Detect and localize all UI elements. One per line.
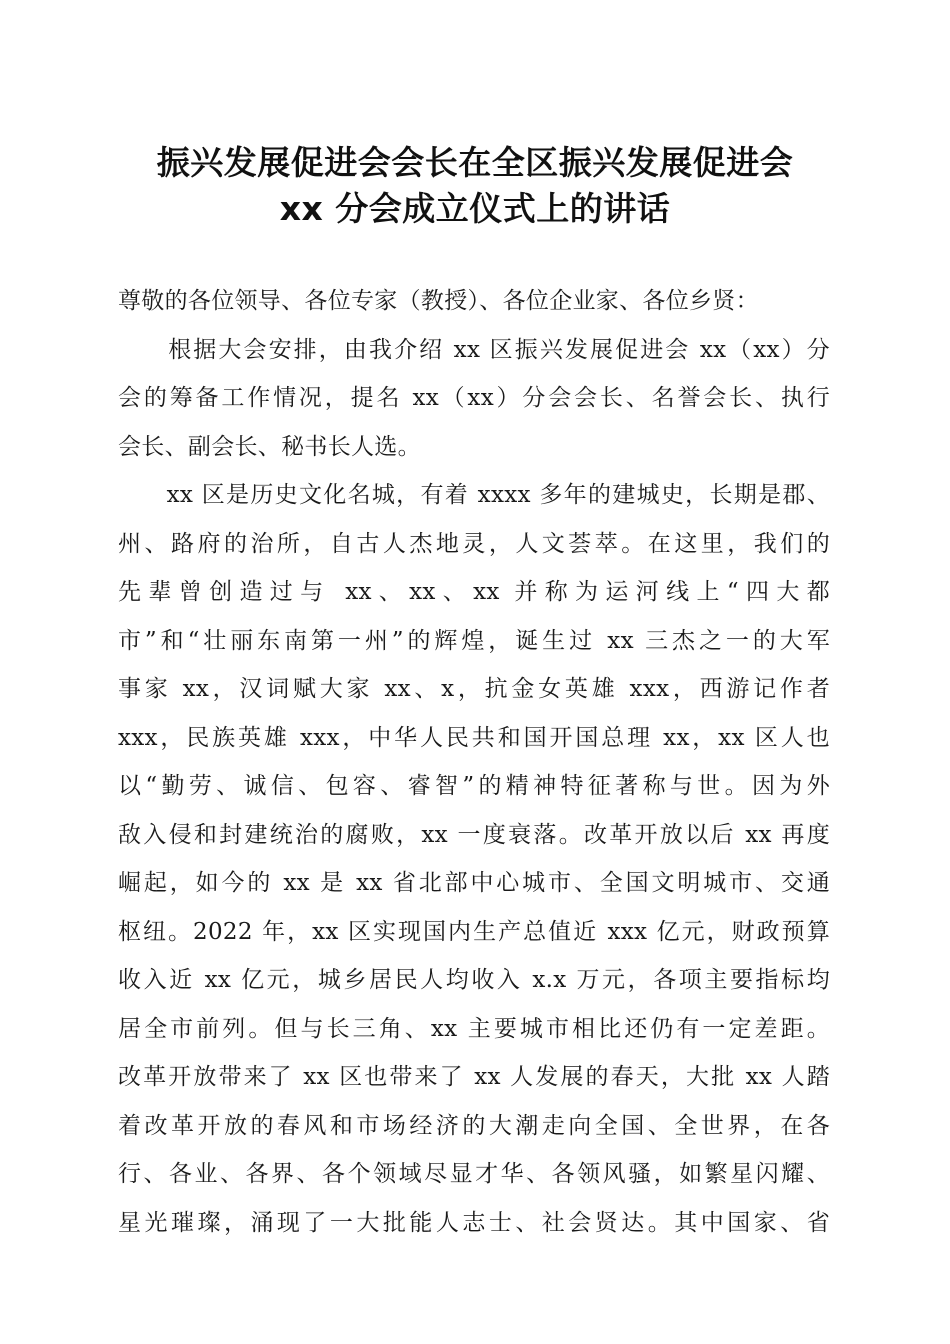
body-line: 居全市前列。但与长三角、xx 主要城市相比还仍有一定差距。 xyxy=(118,1015,830,1042)
title-line-2: xx 分会成立仪式上的讲话 xyxy=(279,189,671,228)
document-body xyxy=(118,277,830,1247)
body-line: 事家 xx，汉词赋大家 xx、x，抗金女英雄 xxx，西游记作者 xyxy=(118,676,830,702)
body-line: xx 区是历史文化名城，有着 xxxx 多年的建城史，长期是郡、 xyxy=(118,482,830,508)
body-line: 敌入侵和封建统治的腐败，xx 一度衰落。改革开放以后 xx 再度 xyxy=(118,821,830,848)
body-line: 星光璀璨，涌现了一大批能人志士、社会贤达。其中国家、省 xyxy=(118,1209,830,1236)
body-line: 枢纽。2022 年，xx 区实现国内生产总值近 xxx 亿元，财政预算 xyxy=(118,918,830,945)
body-line: xxx，民族英雄 xxx，中华人民共和国开国总理 xx，xx 区人也 xyxy=(118,724,830,751)
body-line: 先辈曾创造过与 xx、xx、xx 并称为运河线上“四大都 xyxy=(118,579,830,605)
body-line: 会长、副会长、秘书长人选。 xyxy=(118,433,421,460)
body-line: 州、路府的治所，自古人杰地灵，人文荟萃。在这里，我们的 xyxy=(118,530,830,557)
body-line: 市”和“壮丽东南第一州”的辉煌，诞生过 xx 三杰之一的大军 xyxy=(118,627,830,654)
body-line: 改革开放带来了 xx 区也带来了 xx 人发展的春天，大批 xx 人踏 xyxy=(118,1064,830,1090)
body-line: 着改革开放的春风和市场经济的大潮走向全国、全世界，在各 xyxy=(118,1112,830,1139)
document-title xyxy=(100,140,850,232)
body-line: 会的筹备工作情况，提名 xx（xx）分会会长、名誉会长、执行 xyxy=(118,385,830,411)
body-line: 根据大会安排，由我介绍 xx 区振兴发展促进会 xx（xx）分 xyxy=(118,336,830,363)
body-line: 收入近 xx 亿元，城乡居民人均收入 x.x 万元，各项主要指标均 xyxy=(118,967,830,993)
title-line-1: 振兴发展促进会会长在全区振兴发展促进会 xyxy=(156,143,794,182)
body-line: 以“勤劳、诚信、包容、睿智”的精神特征著称与世。因为外 xyxy=(118,773,830,799)
body-line: 崛起，如今的 xx 是 xx 省北部中心城市、全国文明城市、交通 xyxy=(118,870,830,896)
body-line: 行、各业、各界、各个领域尽显才华、各领风骚，如繁星闪耀、 xyxy=(118,1161,830,1187)
salutation-line: 尊敬的各位领导、各位专家（教授）、各位企业家、各位乡贤： xyxy=(118,288,759,314)
